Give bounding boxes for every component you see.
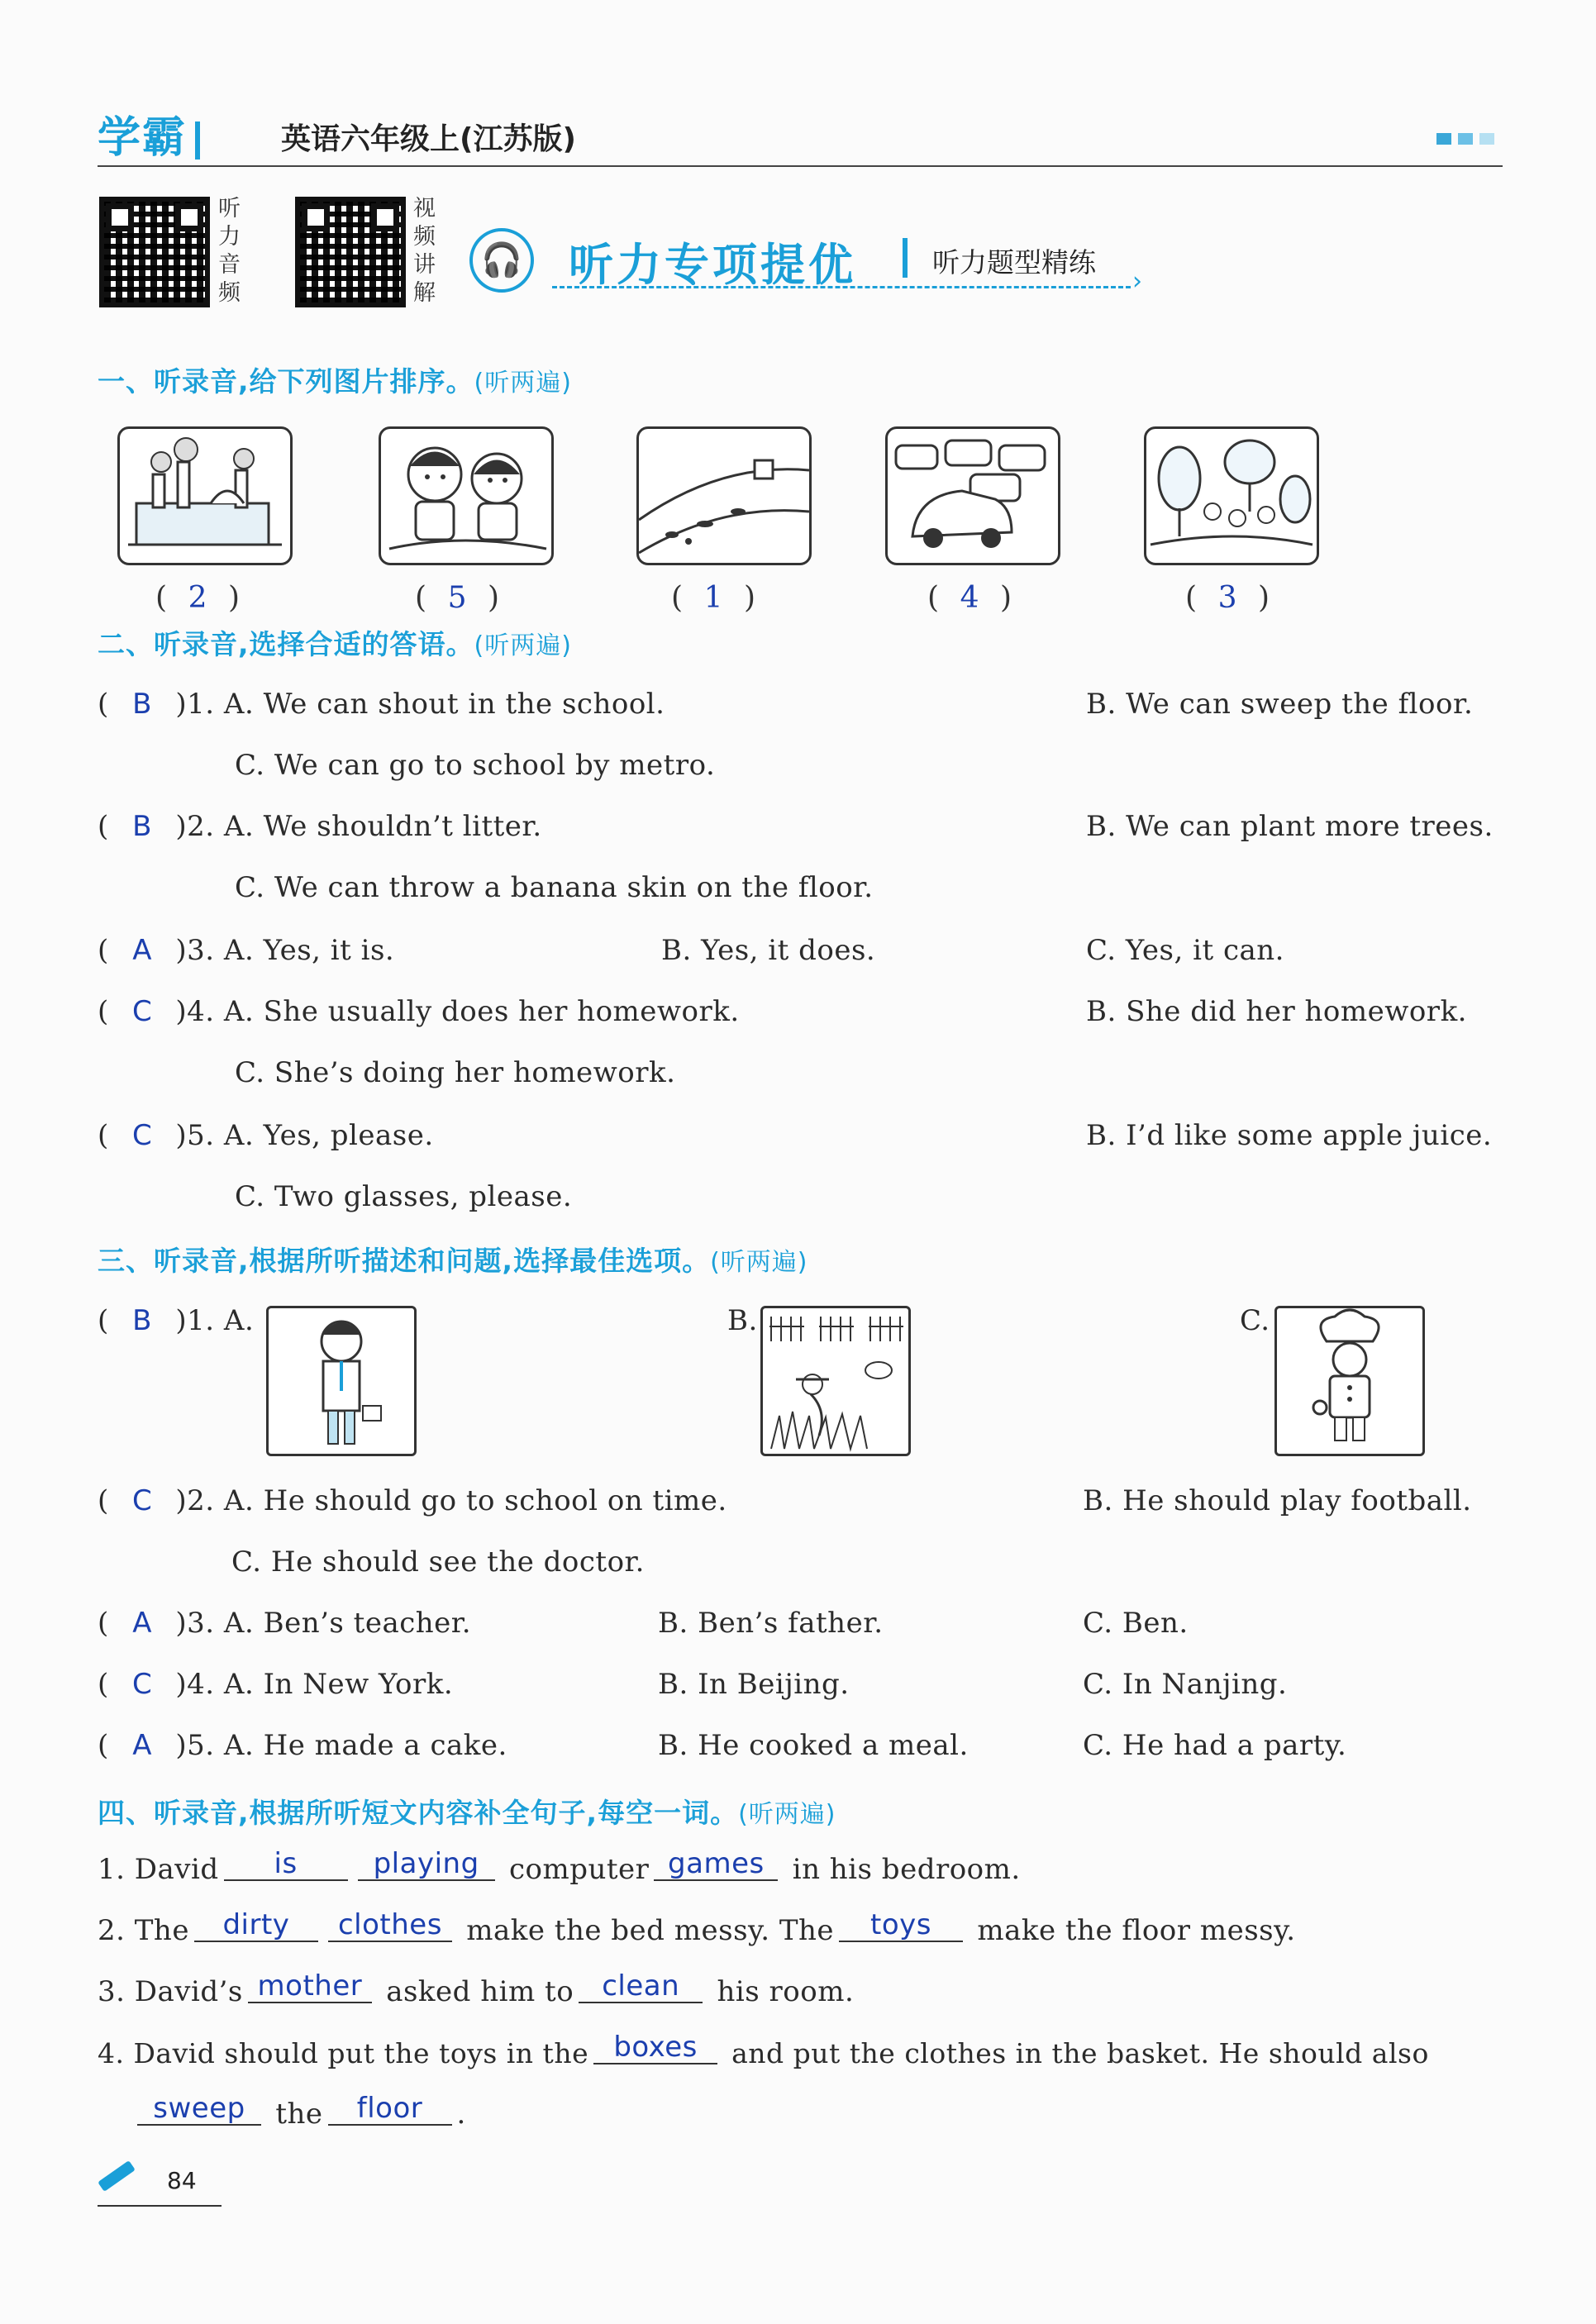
traffic-jam-icon <box>885 426 1060 565</box>
p2-q5-option-b: B. I’d like some apple juice. <box>1086 1119 1493 1152</box>
banner-underline <box>552 286 1131 288</box>
page-footer <box>98 2165 222 2207</box>
p3-q1-option-b: B. <box>727 1304 758 1337</box>
p3-q1-option-c: C. <box>1240 1304 1270 1337</box>
dirty-river-icon <box>636 426 812 565</box>
p2-q4-line: ( C )4. A. She usually does her homework. <box>98 995 740 1028</box>
p3-q4-option-c: C. In Nanjing. <box>1083 1668 1288 1701</box>
part3-heading: 三、听录音,根据所听描述和问题,选择最佳选项。(听两遍) <box>98 1245 808 1277</box>
qr-code-video[interactable] <box>295 197 406 307</box>
p3-q2-option-c: C. He should see the doctor. <box>231 1545 645 1579</box>
part1-heading: 一、听录音,给下列图片排序。(听两遍) <box>98 365 572 398</box>
page-header <box>98 98 1503 167</box>
blank[interactable]: sweep <box>137 2093 261 2126</box>
p3-q4-option-b: B. In Beijing. <box>658 1668 850 1701</box>
p3-q2-option-b: B. He should play football. <box>1083 1484 1472 1517</box>
p3-q3-line: ( A )3. A. Ben’s teacher. <box>98 1607 472 1640</box>
p3-q2-line: ( C )2. A. He should go to school on time. <box>98 1484 727 1517</box>
pencil-icon <box>98 2160 136 2192</box>
picture-answer-4: ( 4 ) <box>927 581 1012 615</box>
p3-q1-line: ( B )1. A. <box>98 1304 255 1337</box>
businessman-icon <box>266 1306 417 1456</box>
page-number: 84 <box>167 2167 197 2194</box>
p4-sentence-4: 4. David should put the toys in the boxes and put the clothes in the basket. He should also <box>98 2031 1429 2069</box>
p3-q5-option-c: C. He had a party. <box>1083 1729 1347 1762</box>
blank[interactable]: toys <box>839 1909 963 1942</box>
p2-q3-option-c: C. Yes, it can. <box>1086 934 1284 967</box>
children-running-icon <box>379 426 554 565</box>
p2-q3-option-b: B. Yes, it does. <box>661 934 876 967</box>
blank[interactable]: games <box>654 1848 778 1881</box>
blank[interactable]: playing <box>358 1848 495 1881</box>
blank[interactable]: clean <box>579 1970 703 2003</box>
qr-label-video: 视频讲解 <box>413 196 436 306</box>
p2-q2-option-b: B. We can plant more trees. <box>1086 810 1494 843</box>
section-subtitle: 听力题型精练 <box>932 246 1096 279</box>
chef-icon <box>1274 1306 1425 1456</box>
p3-q3-option-c: C. Ben. <box>1083 1607 1189 1640</box>
picture-answer-2: ( 5 ) <box>415 581 500 615</box>
farmer-icon <box>760 1306 911 1456</box>
headphones-icon: 🎧 <box>469 228 534 293</box>
p4-sentence-2: 2. The dirty clothes make the bed messy. The toys make the floor messy. <box>98 1908 1296 1947</box>
blank[interactable]: boxes <box>593 2031 717 2064</box>
part4-heading: 四、听录音,根据所听短文内容补全句子,每空一词。(听两遍) <box>98 1797 836 1829</box>
p4-sentence-3: 3. David’s mother asked him to clean his room. <box>98 1969 855 2008</box>
book-title: 英语六年级上(江苏版) <box>281 122 576 156</box>
p2-q3-line: ( A )3. A. Yes, it is. <box>98 934 395 967</box>
p4-sentence-1: 1. David is playing computer games in his bedroom. <box>98 1847 1021 1886</box>
p3-q5-line: ( A )5. A. He made a cake. <box>98 1729 507 1762</box>
blank[interactable]: floor <box>328 2093 452 2126</box>
p2-q5-line: ( C )5. A. Yes, please. <box>98 1119 434 1152</box>
title-divider <box>903 238 908 278</box>
qr-label-audio: 听力音频 <box>218 196 241 306</box>
p2-q4-option-b: B. She did her homework. <box>1086 995 1467 1028</box>
section-title: 听力专项提优 <box>569 239 856 291</box>
picture-answer-1: ( 2 ) <box>155 581 241 615</box>
qr-code-audio[interactable] <box>99 197 210 307</box>
brand-logo: 学霸 <box>98 102 200 164</box>
p3-q3-option-b: B. Ben’s father. <box>658 1607 884 1640</box>
picture-answer-3: ( 1 ) <box>671 581 756 615</box>
p2-q5-option-c: C. Two glasses, please. <box>235 1180 573 1213</box>
p4-sentence-4-cont: sweep the floor . <box>132 2098 466 2131</box>
picture-answer-5: ( 3 ) <box>1185 581 1270 615</box>
p2-q1-option-c: C. We can go to school by metro. <box>235 749 716 782</box>
part2-heading: 二、听录音,选择合适的答语。(听两遍) <box>98 628 572 660</box>
blank[interactable]: mother <box>248 1970 372 2003</box>
header-decoration <box>1430 132 1494 148</box>
factory-icon <box>117 426 293 565</box>
p2-q2-option-c: C. We can throw a banana skin on the floor. <box>235 871 874 904</box>
p2-q1-line: ( B )1. A. We can shout in the school. <box>98 688 665 721</box>
blank[interactable]: clothes <box>328 1909 452 1942</box>
p2-q4-option-c: C. She’s doing her homework. <box>235 1056 676 1089</box>
blank[interactable]: dirty <box>194 1909 318 1942</box>
p2-q1-option-b: B. We can sweep the floor. <box>1086 688 1474 721</box>
planting-trees-icon <box>1144 426 1319 565</box>
p2-q2-line: ( B )2. A. We shouldn’t litter. <box>98 810 542 843</box>
p3-q5-option-b: B. He cooked a meal. <box>658 1729 969 1762</box>
p3-q4-line: ( C )4. A. In New York. <box>98 1668 454 1701</box>
blank[interactable]: is <box>224 1848 348 1881</box>
